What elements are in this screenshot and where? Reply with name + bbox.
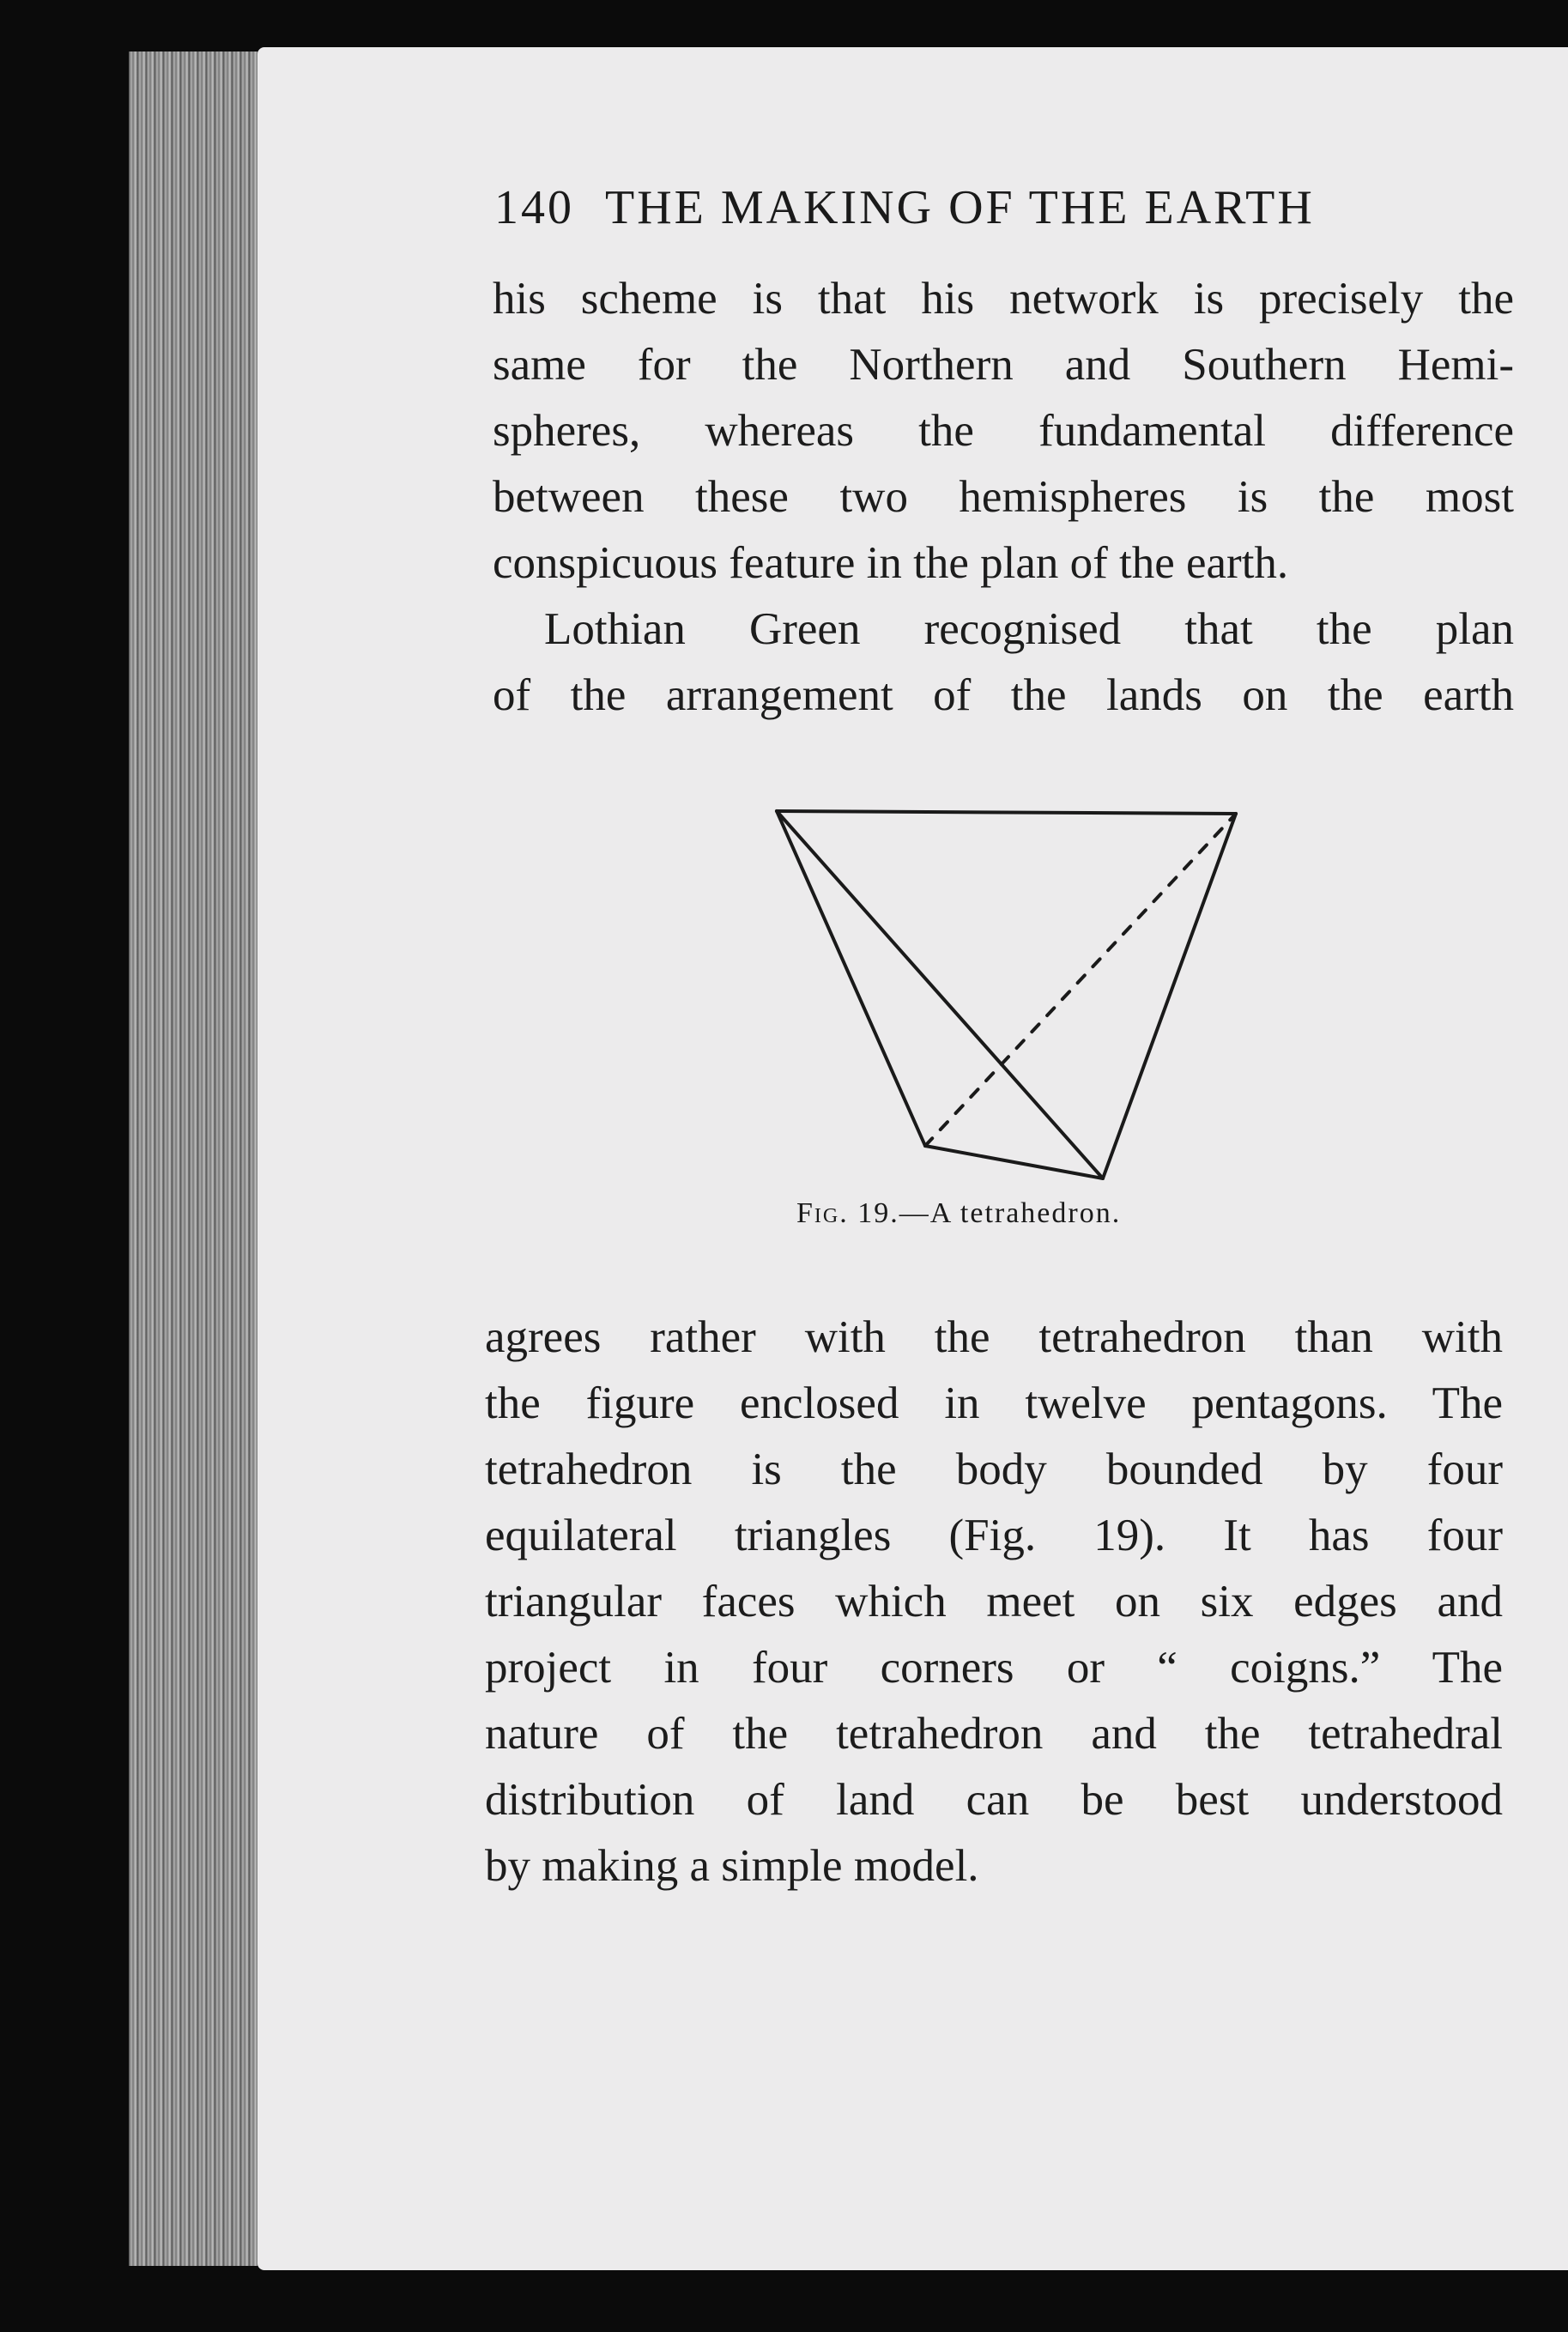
page-number: 140 xyxy=(494,181,574,234)
text-line: agrees rather with the tetrahedron than with xyxy=(485,1312,1503,1362)
text-line: between these two hemispheres is the most xyxy=(493,472,1514,522)
running-head xyxy=(494,180,1464,235)
running-title: THE MAKING OF THE EARTH xyxy=(605,181,1315,234)
text-line: distribution of land can be best understood xyxy=(485,1775,1503,1825)
tetrahedron-right-edge xyxy=(1103,814,1236,1178)
text-line: the figure enclosed in twelve pentagons. The xyxy=(485,1378,1503,1428)
text-line: Lothian Green recognised that the plan xyxy=(544,604,1514,654)
text-line: his scheme is that his network is precisely the xyxy=(493,274,1514,324)
text-line: tetrahedron is the body bounded by four xyxy=(485,1445,1503,1494)
text-line: by making a simple model. xyxy=(485,1841,979,1891)
caption-text: —A tetrahedron. xyxy=(899,1197,1122,1229)
text-line: of the arrangement of the lands on the earth xyxy=(493,670,1514,720)
text-line: equilateral triangles (Fig. 19). It has four xyxy=(485,1511,1503,1560)
text-line: triangular faces which meet on six edges and xyxy=(485,1577,1503,1626)
tetrahedron-figure xyxy=(772,803,1253,1180)
tetrahedron-left-edge xyxy=(777,811,925,1146)
tetrahedron-diagonal-edge xyxy=(777,811,1103,1178)
tetrahedron-top-edge xyxy=(777,811,1236,814)
text-line: project in four corners or “ coigns.” The xyxy=(485,1643,1503,1693)
page-edges xyxy=(129,51,266,2266)
text-line: same for the Northern and Southern Hemi- xyxy=(493,340,1514,390)
text-line: nature of the tetrahedron and the tetrahedral xyxy=(485,1709,1503,1759)
figure-caption xyxy=(796,1197,1243,1230)
tetrahedron-diagram xyxy=(772,803,1253,1180)
text-line: conspicuous feature in the plan of the earth. xyxy=(493,538,1289,588)
caption-label: Fig. 19. xyxy=(796,1197,899,1229)
text-line: spheres, whereas the fundamental difference xyxy=(493,406,1514,456)
tetrahedron-hidden-edge xyxy=(925,814,1236,1146)
